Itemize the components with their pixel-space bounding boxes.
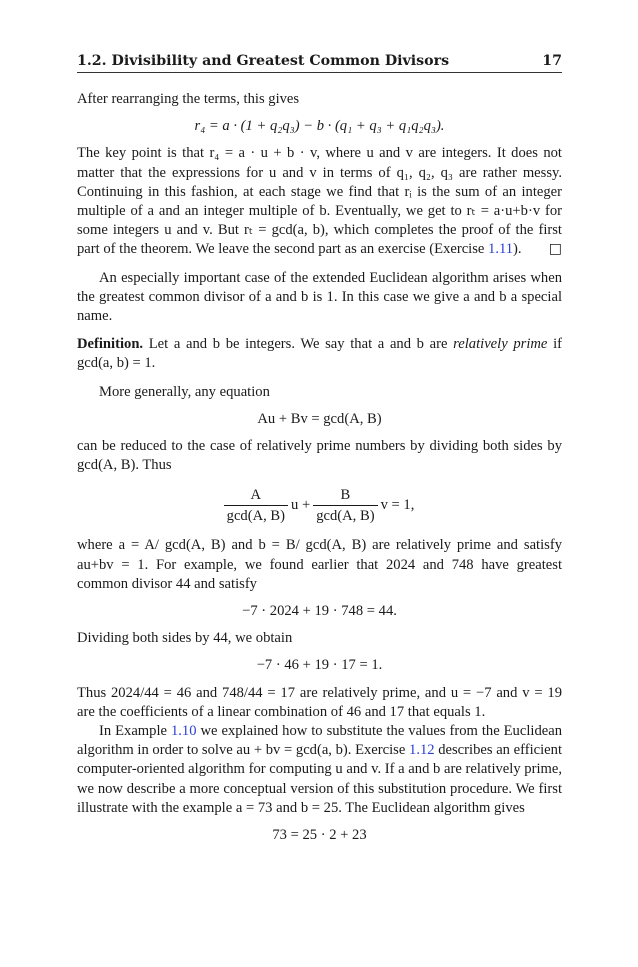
equation-fraction [77,485,562,526]
example-text-c: describes an efficient computer-oriented algorithm for computing u and v. If a and b are relatively prime, we now describe a more conceptual version of this substitution procedure. We first illustrate with the example a = 73 and b = 25. The Euclidean algorithm gives [77,742,562,816]
definition-label: Definition. [77,336,144,353]
example-1-10-link[interactable]: 1.10 [170,723,197,740]
header-rule [77,72,562,73]
qed-icon: □ [548,241,562,258]
fraction-b-denominator: gcd(A, B) [316,508,375,525]
equation-2024: −7 · 2024 + 19 · 748 = 44. [242,603,397,620]
fraction-b-numerator: B [313,485,377,506]
example-text-b: we explained how to substitute the values from the Euclidean algorithm in order to solve au + bv = gcd(a, b). Exercise [77,723,562,759]
fraction-tail: v = 1, [380,497,415,514]
fraction-a-numerator: A [224,485,288,506]
equation-46: −7 · 46 + 19 · 17 = 1. [256,657,383,674]
definition-text-b: if gcd(a, b) = 1. [77,336,562,372]
exercise-1-11-link[interactable]: 1.11 [488,241,514,258]
definition-term: relatively prime [453,336,548,353]
key-point-end: ). [513,241,522,258]
fraction-a [224,485,288,526]
running-head [77,50,562,72]
fraction-a-denominator: gcd(A, B) [226,508,286,525]
paragraph-example [77,722,562,818]
paragraph-reduced: can be reduced to the case of relatively prime numbers by dividing both sides by gcd(A, B). Thus [77,438,562,474]
page-number: 17 [542,53,562,69]
paragraph-thus: Thus 2024/44 = 46 and 748/44 = 17 are relatively prime, and u = −7 and v = 19 are the coefficients of a linear combination of 46 and 17 that equals 1. [77,684,562,720]
fraction-b [313,485,377,526]
key-point-text: The key point is that r₄ = a · u + b · v, where u and v are integers. It does not matter that the expressions for u and v in terms of q₁, q₂, q₃ are rather messy. Continuing in this fashion, at each stage we find that rᵢ is the sum of an integer multiple of a and an integer multiple of b. Eventually, we get to rₜ = a·u+b·v for some integers u and v. But rₜ = gcd(a, b), which completes the proof of the first part of the theorem. We leave the second part as an exercise (Exercise [77,145,562,258]
paragraph-dividing: Dividing both sides by 44, we obtain [77,630,293,647]
paragraph-special-case: An especially important case of the extended Euclidean algorithm arises when the greatest common divisor of a and b is 1. In this case we give a and b a special name. [77,269,562,325]
body-text [77,90,562,853]
definition-text-a: Let a and b be integers. We say that a and b are [143,336,454,353]
example-text-a: In Example [99,723,171,740]
exercise-1-12-link[interactable]: 1.12 [409,742,435,759]
section-title: 1.2. Divisibility and Greatest Common Divisors [77,53,450,69]
equation-au-bv: Au + Bv = gcd(A, B) [257,410,382,427]
equation-73: 73 = 25 · 2 + 23 [272,827,367,844]
definition [77,335,562,373]
paragraph-more-generally: More generally, any equation [99,383,270,400]
equation-r4: r₄ = a · (1 + q₂q₃) − b · (q₁ + q₃ + q₁q₂q₃). [194,118,445,135]
paragraph-rearranging: After rearranging the terms, this gives [77,91,300,107]
fraction-mid: u + [291,497,311,514]
paragraph-key-point [77,144,562,259]
paragraph-where: where a = A/ gcd(A, B) and b = B/ gcd(A, B) are relatively prime and satisfy au+bv = 1. For example, we found earlier that 2024 and 748 have greatest common divisor 44 and satisfy [77,537,562,592]
